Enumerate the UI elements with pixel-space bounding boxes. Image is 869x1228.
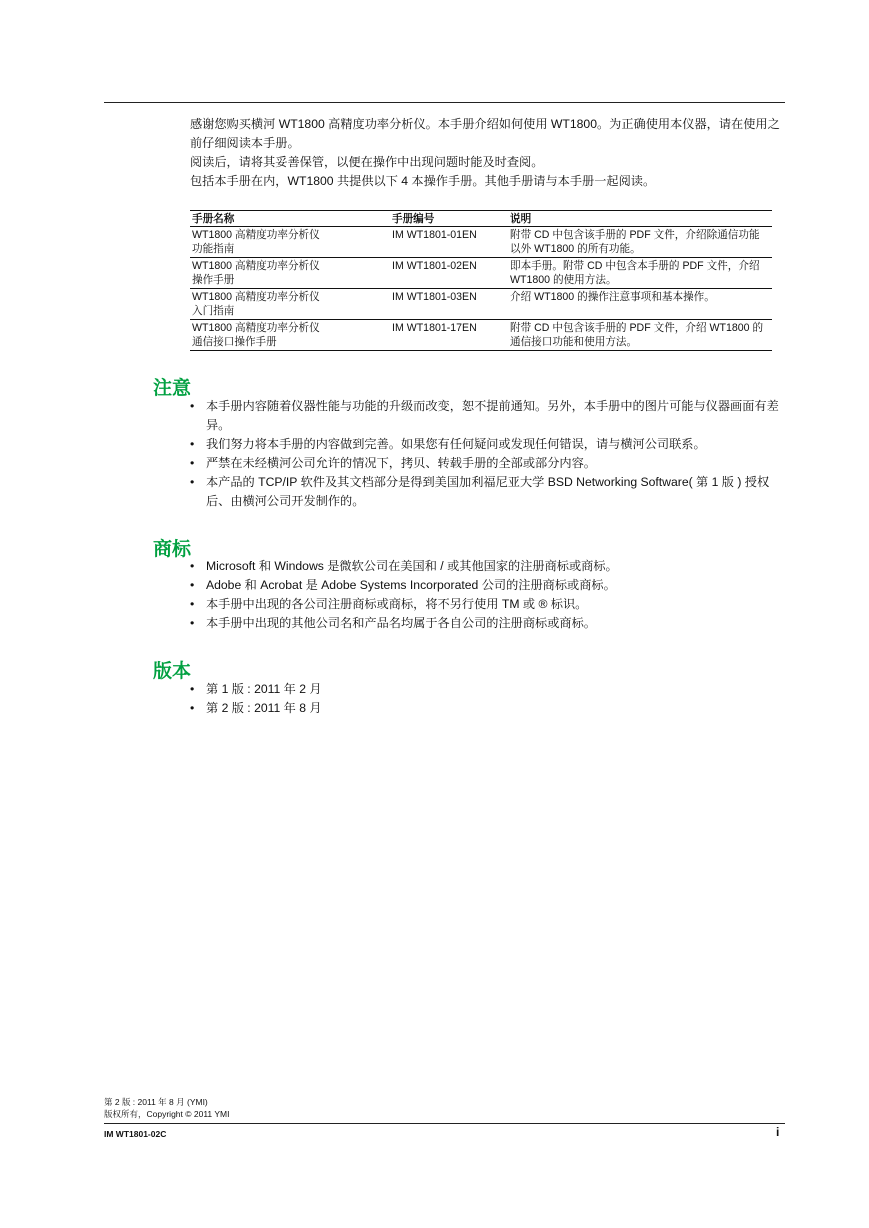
manual-code-cell: IM WT1801-03EN (390, 289, 508, 320)
revisions-list (190, 680, 786, 718)
manual-desc-cell: 即本手册。附带 CD 中包含本手册的 PDF 文件，介绍 WT1800 的使用方法。 (508, 258, 772, 289)
manual-code-cell: IM WT1801-01EN (390, 227, 508, 258)
bullet-icon: • (190, 578, 195, 592)
intro-text (190, 115, 786, 191)
table-row (190, 258, 772, 289)
manual-desc-cell: 附带 CD 中包含该手册的 PDF 文件，介绍 WT1800 的通信接口功能和使用方法。 (508, 320, 772, 351)
manual-name-cell: WT1800 高精度功率分析仪 入门指南 (190, 289, 390, 320)
bullet-icon: • (190, 616, 195, 630)
header-rule (104, 102, 785, 103)
page-number: i (776, 1125, 780, 1139)
bullet-icon: • (190, 682, 195, 696)
bullet-icon: • (190, 399, 195, 413)
bullet-icon: • (190, 437, 195, 451)
header-manual-name: 手册名称 (190, 211, 390, 227)
manual-name-cell: WT1800 高精度功率分析仪 通信接口操作手册 (190, 320, 390, 351)
list-item: • Adobe 和 Acrobat 是 Adobe Systems Incorporated 公司的注册商标或商标。 (190, 576, 786, 595)
list-item: • 第 1 版 : 2011 年 2 月 (190, 680, 786, 699)
footer-copyright-line: 版权所有，Copyright © 2011 YMI (104, 1109, 230, 1119)
table-header-row (190, 211, 772, 227)
table-row (190, 289, 772, 320)
bullet-icon: • (190, 475, 195, 489)
intro-paragraph: 包括本手册在内，WT1800 共提供以下 4 本操作手册。其他手册请与本手册一起阅读。 (190, 174, 656, 188)
footer-rule (104, 1123, 785, 1124)
list-item: • 本手册内容随着仪器性能与功能的升级而改变，恕不提前通知。另外，本手册中的图片可能与仪器画面有差异。 (190, 399, 779, 432)
manual-list-table (190, 210, 772, 351)
trademarks-list (190, 557, 786, 633)
bullet-icon: • (190, 701, 195, 715)
notice-list (190, 397, 786, 511)
manual-name-cell: WT1800 高精度功率分析仪 操作手册 (190, 258, 390, 289)
list-item: • 本产品的 TCP/IP 软件及其文档部分是得到美国加利福尼亚大学 BSD Networking Software( 第 1 版 ) 授权后、由横河公司开发制作的。 (190, 475, 770, 508)
notice-heading: 注意 (153, 377, 192, 399)
manual-code-cell: IM WT1801-02EN (390, 258, 508, 289)
intro-paragraph: 阅读后，请将其妥善保管，以便在操作中出现问题时能及时查阅。 (190, 155, 544, 169)
bullet-icon: • (190, 597, 195, 611)
header-description: 说明 (508, 211, 772, 227)
revisions-heading: 版本 (153, 660, 192, 682)
header-manual-code: 手册编号 (390, 211, 508, 227)
intro-paragraph: 感谢您购买横河 WT1800 高精度功率分析仪。本手册介绍如何使用 WT1800。为正确使用本仪器，请在使用之前仔细阅读本手册。 (190, 117, 780, 150)
manual-code-cell: IM WT1801-17EN (390, 320, 508, 351)
bullet-icon: • (190, 456, 195, 470)
manual-desc-cell: 介绍 WT1800 的操作注意事项和基本操作。 (508, 289, 772, 320)
list-item: • 严禁在未经横河公司允许的情况下，拷贝、转载手册的全部或部分内容。 (190, 454, 786, 473)
footer-doc-number: IM WT1801-02C (104, 1129, 167, 1139)
manual-name-cell: WT1800 高精度功率分析仪 功能指南 (190, 227, 390, 258)
list-item: • 本手册中出现的其他公司名和产品名均属于各自公司的注册商标或商标。 (190, 614, 786, 633)
footer-revision-line: 第 2 版 : 2011 年 8 月 (YMI) (104, 1097, 208, 1107)
table-row (190, 227, 772, 258)
trademarks-heading: 商标 (153, 538, 192, 560)
bullet-icon: • (190, 559, 195, 573)
footer-revision-info (104, 1096, 229, 1120)
list-item: • 我们努力将本手册的内容做到完善。如果您有任何疑问或发现任何错误，请与横河公司联系。 (190, 435, 786, 454)
list-item: • Microsoft 和 Windows 是微软公司在美国和 / 或其他国家的注册商标或商标。 (190, 557, 786, 576)
list-item: • 第 2 版 : 2011 年 8 月 (190, 699, 786, 718)
manual-desc-cell: 附带 CD 中包含该手册的 PDF 文件，介绍除通信功能以外 WT1800 的所有功能。 (508, 227, 772, 258)
list-item: • 本手册中出现的各公司注册商标或商标，将不另行使用 TM 或 ® 标识。 (190, 595, 786, 614)
table-row (190, 320, 772, 351)
